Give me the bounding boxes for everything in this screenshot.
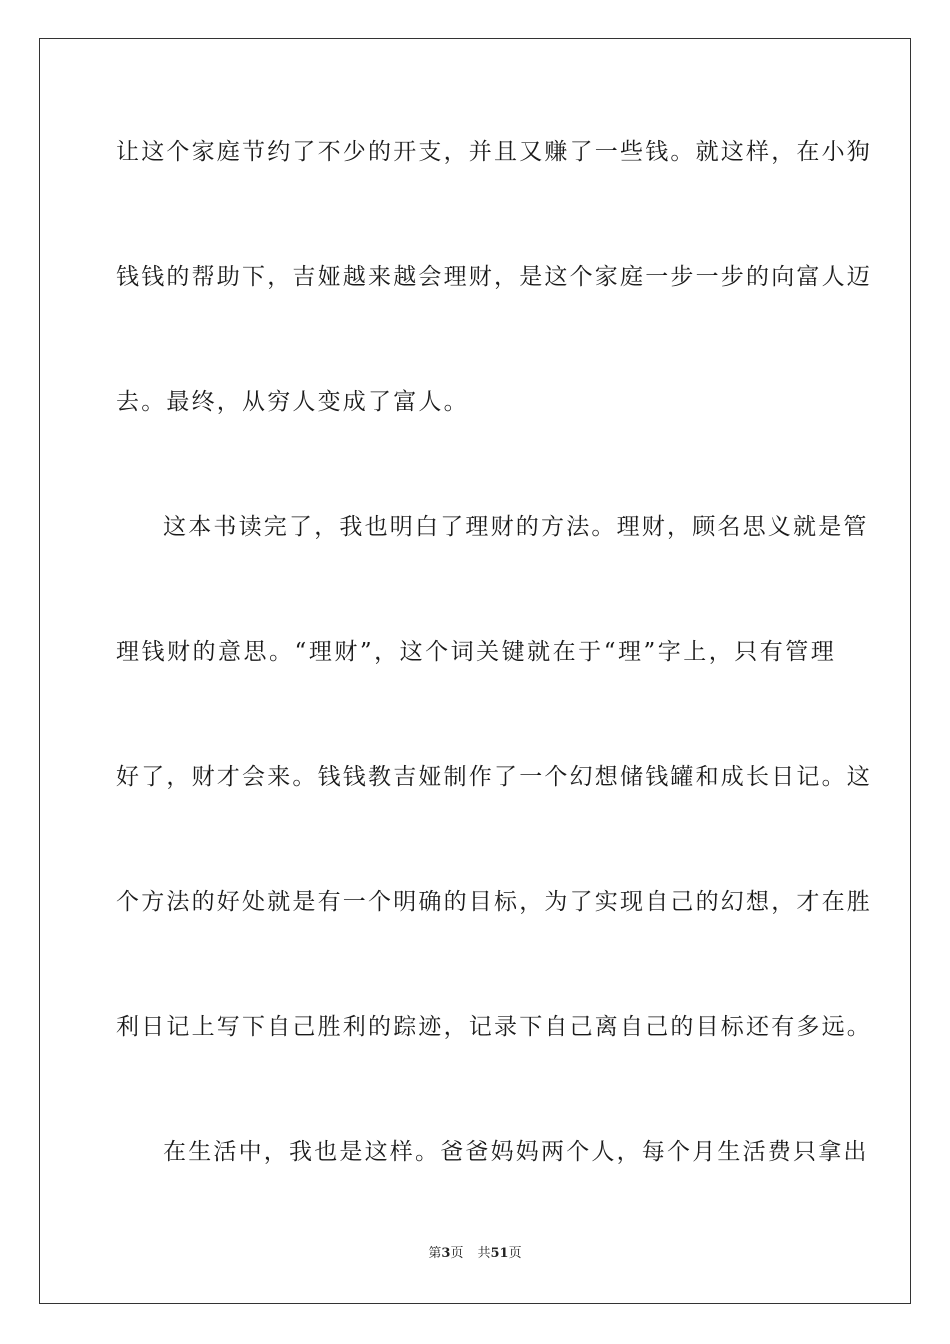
paragraph-line: 去。最终，从穷人变成了富人。	[116, 389, 469, 415]
page-label: 第3页	[428, 1246, 464, 1261]
page-footer	[0, 1245, 950, 1263]
paragraph-line: 让这个家庭节约了不少的开支，并且又赚了一些钱。就这样，在小狗	[116, 139, 872, 165]
paragraph-line: 这本书读完了，我也明白了理财的方法。理财，顾名思义就是管	[163, 514, 869, 540]
paragraph-line: 个方法的好处就是有一个明确的目标，为了实现自己的幻想，才在胜	[116, 889, 872, 915]
paragraph-line: 钱钱的帮助下，吉娅越来越会理财，是这个家庭一步一步的向富人迈	[116, 264, 872, 290]
paragraph-line: 理钱财的意思。“理财”，这个词关键就在于“理”字上，只有管理	[116, 639, 836, 665]
total-pages-label: 共51页	[477, 1246, 522, 1261]
paragraph-line: 在生活中，我也是这样。爸爸妈妈两个人，每个月生活费只拿出	[163, 1139, 869, 1165]
paragraph-line: 好了，财才会来。钱钱教吉娅制作了一个幻想储钱罐和成长日记。这	[116, 764, 872, 790]
page-border	[39, 38, 911, 1304]
paragraph-line: 利日记上写下自己胜利的踪迹，记录下自己离自己的目标还有多远。	[116, 1014, 872, 1040]
